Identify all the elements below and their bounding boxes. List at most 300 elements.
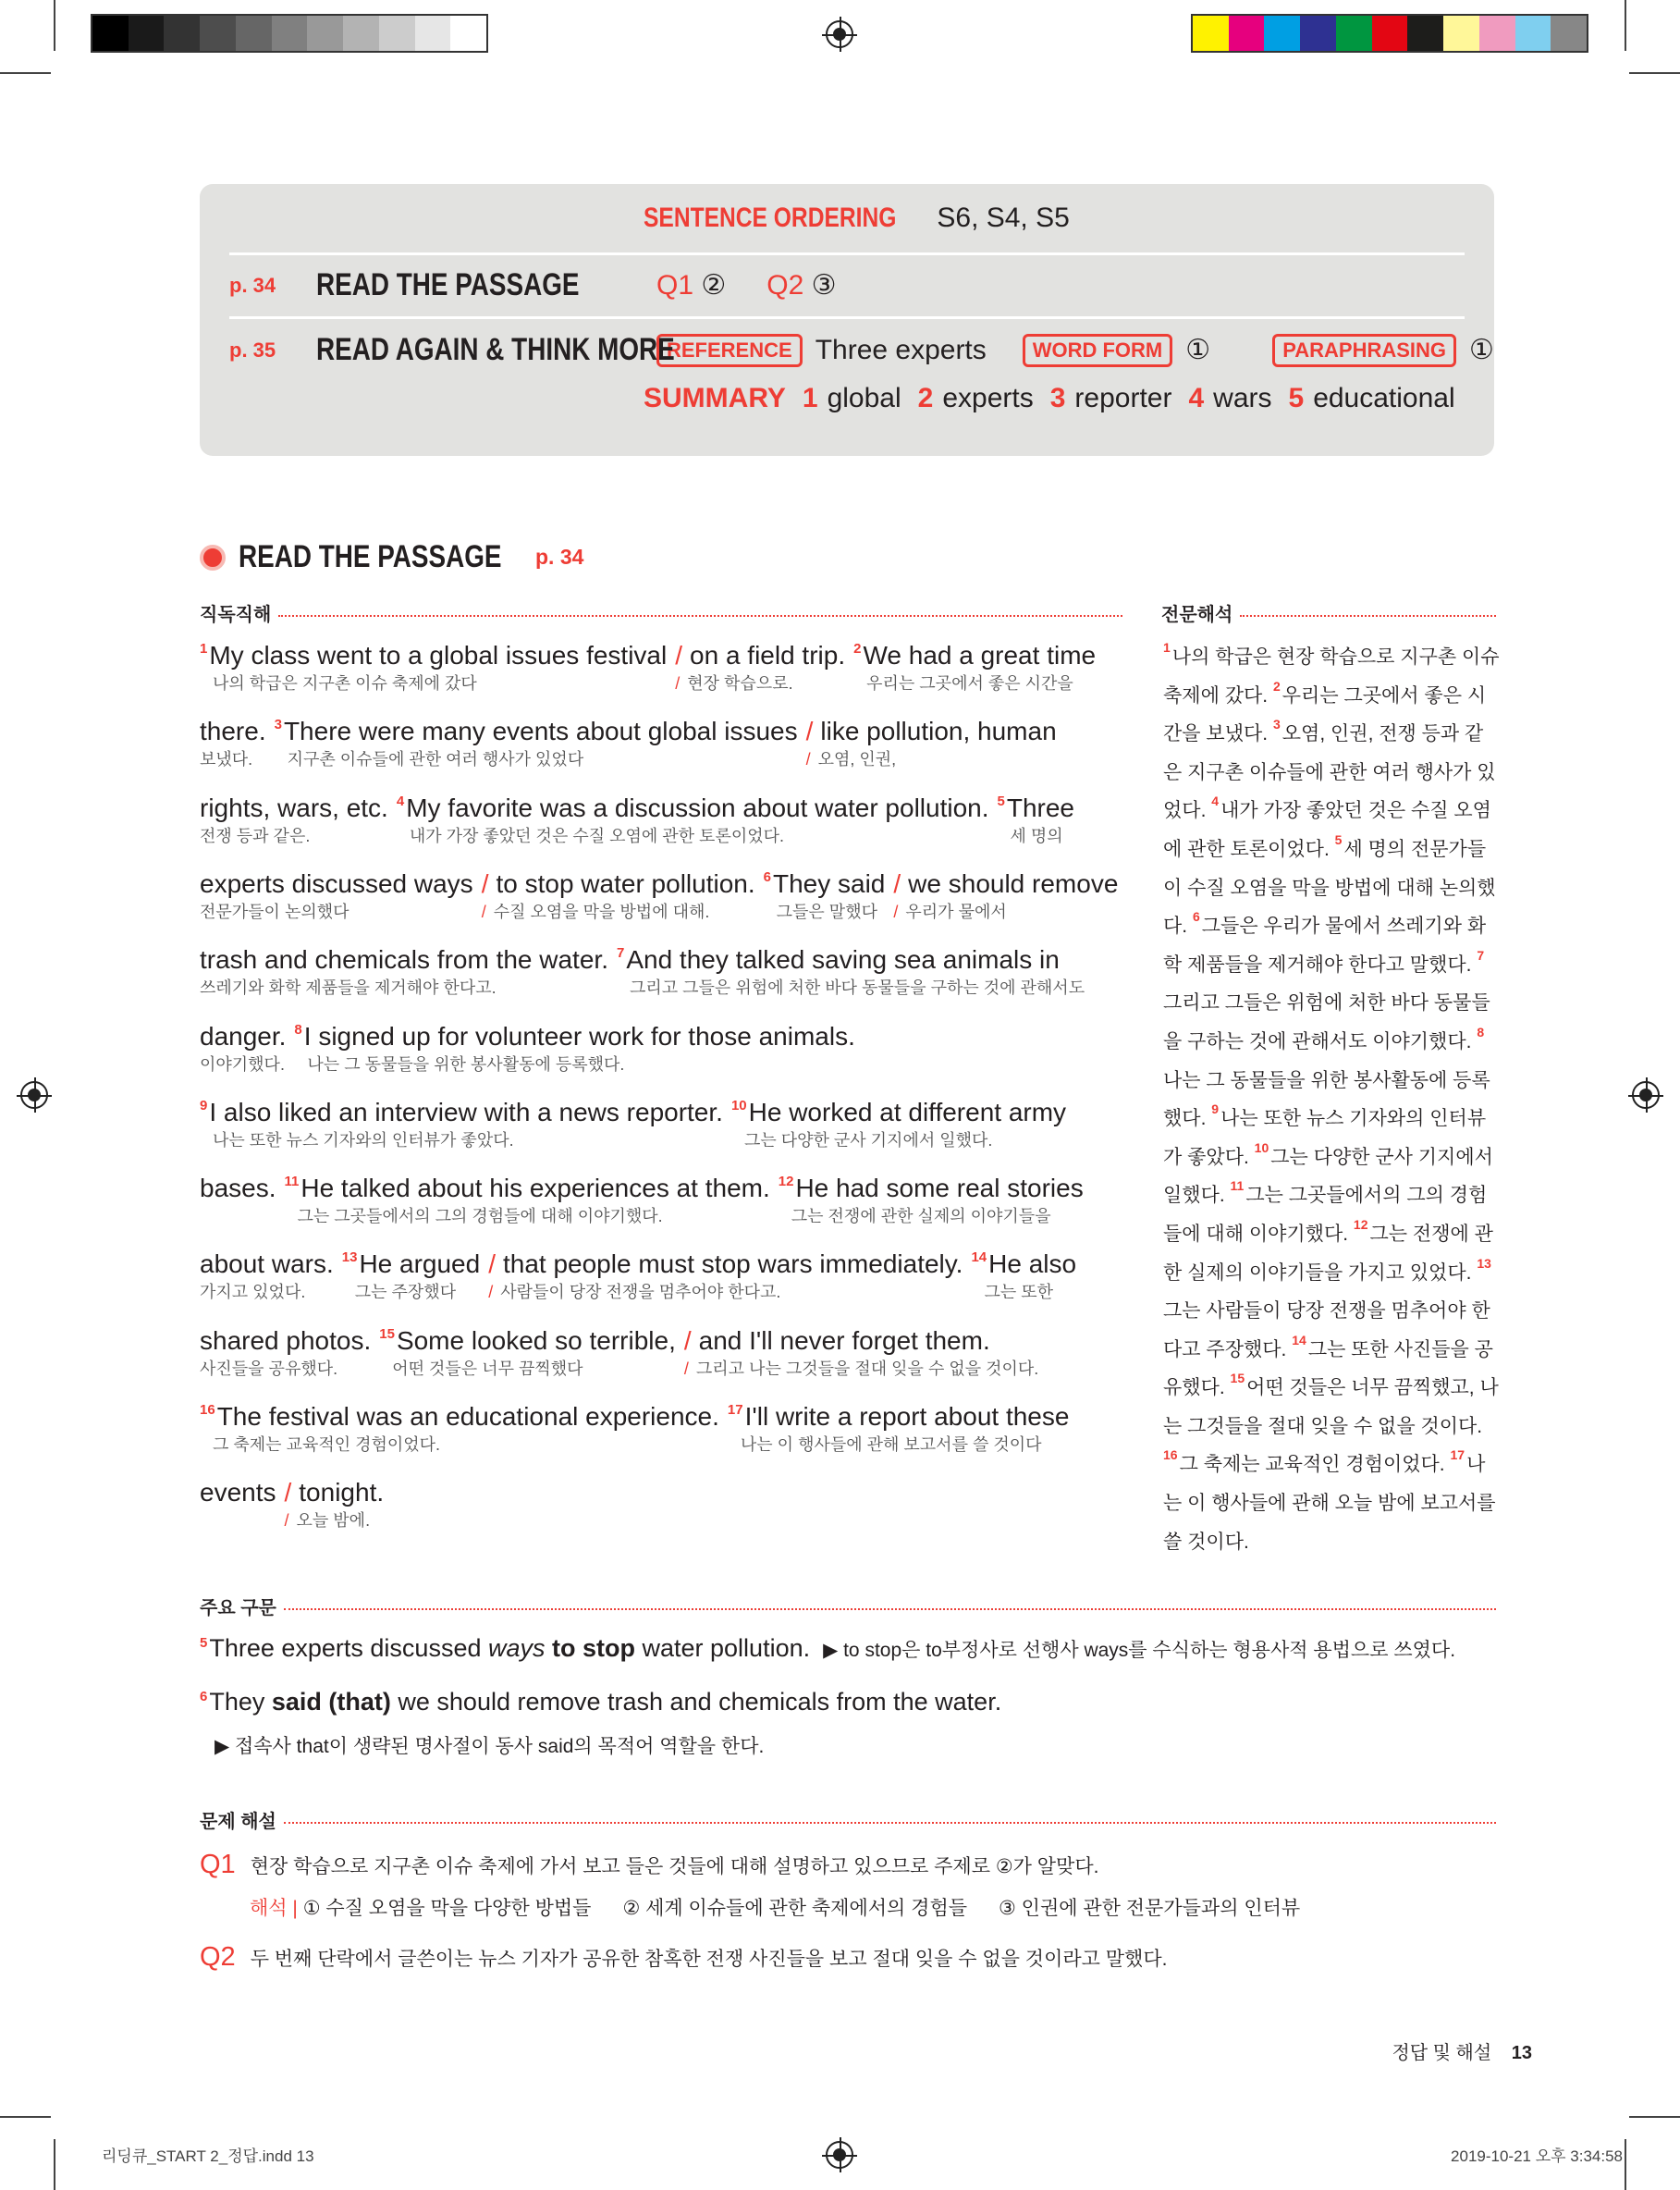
english-text <box>488 1249 963 1280</box>
slash-divider: / <box>488 1249 496 1279</box>
dotted-rule <box>284 1822 1496 1824</box>
crop-mark <box>54 0 55 51</box>
color-swatch <box>1479 16 1515 51</box>
translation-sentence: 어떤 것들은 너무 끔찍했고, 나는 그것들을 절대 잊을 수 없을 것이다. <box>1163 1377 1499 1437</box>
english-text <box>998 793 1075 824</box>
korean-gloss <box>971 1280 1076 1304</box>
passage-segment <box>779 1173 1084 1228</box>
english-text <box>764 868 886 900</box>
english-text <box>200 944 608 976</box>
color-swatch <box>1443 16 1479 51</box>
korean-phrase: 가지고 있었다. <box>200 1283 306 1302</box>
key-phrase-part <box>546 1634 553 1662</box>
registration-mark-icon <box>826 2141 853 2169</box>
q1-label: Q1 <box>200 1850 236 1879</box>
q1-translation <box>250 1893 1300 1921</box>
key-phrase-part: Three experts discussed <box>209 1634 488 1662</box>
crop-mark <box>1629 2116 1680 2118</box>
key-phrases-header <box>200 1593 1496 1619</box>
sentence-number: 15 <box>1230 1371 1245 1386</box>
q2-label: Q2 <box>200 1942 236 1972</box>
page-ref: p. 34 <box>229 273 276 297</box>
english-text <box>200 1021 286 1052</box>
slug-file: 리딩큐_START 2_정답.indd 13 <box>102 2147 314 2165</box>
color-swatch <box>1336 16 1372 51</box>
korean-phrase: 나는 그 동물들을 위한 봉사활동에 등록했다. <box>307 1054 625 1074</box>
crop-mark <box>1625 2139 1626 2190</box>
q2-label: Q2 <box>766 270 804 301</box>
passage-segment <box>971 1249 1076 1304</box>
q1-option: ① 수질 오염을 막을 다양한 방법들 <box>302 1898 592 1919</box>
translation-sentence: 그들은 우리가 물에서 쓰레기와 화학 제품들을 제거해야 한다고 말했다. <box>1163 916 1487 976</box>
summary-item <box>918 383 1034 414</box>
english-text <box>200 1249 334 1280</box>
slash-divider: / <box>488 1283 494 1302</box>
korean-phrase: 그리고 나는 그것들을 절대 잊을 수 없을 것이다. <box>695 1359 1039 1378</box>
english-phrase: on a field trip. <box>690 641 846 670</box>
color-swatch <box>129 16 165 51</box>
summary-word: educational <box>1313 383 1455 413</box>
slash-divider: / <box>481 902 486 921</box>
passage-segment <box>488 1249 963 1304</box>
reference-tag: REFERENCE <box>656 334 803 367</box>
explanations-label: 문제 해설 <box>200 1812 276 1832</box>
slash-divider: / <box>805 750 811 769</box>
sentence-number: 5 <box>1334 831 1343 847</box>
sentence-number: 12 <box>778 1174 794 1190</box>
korean-phrase: 현장 학습으로. <box>687 674 793 693</box>
key-phrases-label: 주요 구문 <box>200 1598 276 1618</box>
korean-phrase: 그는 또한 <box>984 1283 1054 1302</box>
q2-explanation <box>200 1942 1167 1973</box>
sentence-number: 13 <box>341 1249 358 1266</box>
sentence-number: 3 <box>274 717 282 733</box>
english-text <box>200 1325 371 1357</box>
korean-phrase: 수질 오염을 막을 방법에 대해. <box>493 902 710 921</box>
english-phrase: danger. <box>200 1021 287 1051</box>
korean-phrase: 그는 주장했다 <box>354 1283 457 1302</box>
slash-divider: / <box>284 1511 289 1531</box>
korean-phrase: 오늘 밤에. <box>296 1511 371 1531</box>
korean-gloss <box>285 1508 385 1532</box>
page-ref: p. 34 <box>534 545 584 569</box>
english-text <box>971 1249 1076 1280</box>
sentence-number: 4 <box>396 793 405 809</box>
english-text <box>200 1173 276 1204</box>
passage-segment <box>764 868 886 924</box>
english-phrase: I also liked an interview with a news reporter. <box>209 1097 723 1126</box>
slash-divider: / <box>675 674 681 693</box>
translation-sentence: 오염, 인권, 전쟁 등과 같은 지구촌 이슈들에 관한 여러 행사가 있었다. <box>1163 723 1496 822</box>
passage-segment <box>275 716 798 771</box>
sentence-number: 5 <box>200 1635 208 1651</box>
english-phrase: and I'll never forget them. <box>698 1325 990 1355</box>
sentence-number: 16 <box>200 1402 215 1418</box>
passage-line <box>200 716 1065 771</box>
color-swatch <box>450 16 486 51</box>
english-phrase: And they talked saving sea animals in <box>626 945 1060 975</box>
summary-word: global <box>827 383 901 413</box>
full-translation <box>1163 638 1501 1561</box>
sentence-number: 7 <box>616 945 625 962</box>
key-phrase-part: water pollution. <box>635 1634 811 1662</box>
passage-line <box>200 1249 1085 1304</box>
korean-gloss <box>488 1280 963 1304</box>
korean-phrase: 나의 학급은 지구촌 이슈 축제에 갔다 <box>213 674 477 693</box>
korean-phrase: 이야기했다. <box>200 1054 285 1074</box>
color-swatch <box>415 16 451 51</box>
korean-phrase: 우리는 그곳에서 좋은 시간을 <box>866 674 1073 693</box>
passage-segment <box>200 1021 286 1077</box>
slug-date: 2019-10-21 오후 3:34:58 <box>1451 2147 1623 2165</box>
english-text <box>684 1325 1038 1357</box>
crop-mark <box>1629 72 1680 74</box>
korean-phrase: 나는 또한 뉴스 기자와의 인터뷰가 좋았다. <box>213 1130 514 1150</box>
section-title: READ THE PASSAGE <box>239 539 502 574</box>
section-title: READ THE PASSAGE <box>316 267 580 302</box>
english-phrase: about wars. <box>200 1249 334 1279</box>
key-phrase-part: They <box>209 1688 272 1716</box>
passage-segment <box>379 1325 676 1381</box>
korean-gloss <box>482 900 755 924</box>
passage-segment <box>853 640 1096 695</box>
summary-item <box>1050 383 1172 414</box>
q1-explanation <box>200 1850 1098 1880</box>
sentence-number: 8 <box>294 1021 302 1038</box>
korean-gloss <box>379 1357 676 1381</box>
english-text <box>200 1477 276 1508</box>
registration-mark-icon <box>1632 1081 1660 1109</box>
passage-line <box>200 1325 1047 1381</box>
korean-gloss <box>397 824 989 848</box>
sentence-number: 17 <box>1450 1447 1465 1463</box>
sentence-ordering-value: S6, S4, S5 <box>937 203 1070 233</box>
korean-phrase: 오염, 인권, <box>817 750 897 769</box>
page-footer <box>1392 2037 1532 2064</box>
sentence-number: 11 <box>1230 1178 1245 1194</box>
slash-divider: / <box>675 641 683 670</box>
sentence-number: 5 <box>997 793 1005 809</box>
sentence-number: 10 <box>1254 1139 1269 1155</box>
translation-sentence: 나는 그 동물들을 위한 봉사활동에 등록했다. <box>1163 1069 1490 1130</box>
korean-phrase: 사진들을 공유했다. <box>200 1359 338 1378</box>
summary-number: 4 <box>1188 383 1205 413</box>
english-text <box>200 1401 719 1433</box>
english-text <box>200 1097 723 1128</box>
korean-phrase: 세 명의 <box>1010 826 1063 845</box>
passage-segment <box>200 1097 723 1152</box>
gray-color-bar <box>91 14 488 53</box>
key-phrase-part: ways <box>487 1634 546 1662</box>
english-text <box>806 716 1057 747</box>
korean-phrase: 지구촌 이슈들에 관한 여러 행사가 있었다 <box>287 750 584 769</box>
passage-segment <box>200 1477 276 1532</box>
translation-sentence: 그는 다양한 군사 기지에서 일했다. <box>1163 1146 1493 1207</box>
korean-gloss <box>285 1204 770 1228</box>
color-swatch <box>307 16 343 51</box>
cmyk-color-bar <box>1191 14 1588 53</box>
korean-phrase: 그는 그곳들에서의 그의 경험들에 대해 이야기했다. <box>297 1207 663 1226</box>
sentence-number: 11 <box>284 1174 300 1190</box>
crop-mark <box>1625 0 1626 51</box>
korean-gloss <box>200 824 388 848</box>
passage-segment <box>294 1021 854 1077</box>
summary-number: 3 <box>1049 383 1066 413</box>
english-phrase: that people must stop wars immediately. <box>502 1249 963 1279</box>
korean-gloss <box>764 900 886 924</box>
english-text <box>731 1097 1066 1128</box>
translation-sentence: 나는 또한 뉴스 기자와의 인터뷰가 좋았다. <box>1163 1108 1487 1168</box>
color-swatch <box>200 16 236 51</box>
korean-phrase: 그는 전쟁에 관한 실제의 이야기들을 <box>791 1207 1051 1226</box>
color-swatch <box>379 16 415 51</box>
korean-gloss <box>779 1204 1084 1228</box>
sentence-number: 12 <box>1353 1216 1368 1232</box>
korean-phrase: 그리고 그들은 위험에 처한 바다 동물들을 구하는 것에 관해서도 <box>629 978 1085 998</box>
explanations-header <box>200 1806 1496 1833</box>
korean-gloss <box>200 1433 719 1457</box>
sentence-number: 14 <box>971 1249 987 1266</box>
english-phrase: experts discussed ways <box>200 868 473 898</box>
summary-word: experts <box>942 383 1034 413</box>
korean-gloss <box>200 1280 334 1304</box>
sentence-number: 14 <box>1292 1332 1306 1347</box>
color-swatch <box>1515 16 1551 51</box>
slash-divider: / <box>805 717 814 746</box>
korean-phrase: 쓰레기와 화학 제품들을 제거해야 한다고. <box>200 978 497 998</box>
english-phrase: trash and chemicals from the water. <box>200 945 608 975</box>
bullet-dot-icon <box>200 545 226 571</box>
key-phrase-part: said (that) <box>271 1688 391 1716</box>
passage-line <box>200 793 1083 848</box>
english-text <box>285 1173 770 1204</box>
passage-segment <box>285 1477 385 1532</box>
dotted-rule <box>278 615 1122 617</box>
korean-phrase: 사람들이 당장 전쟁을 멈추어야 한다고. <box>500 1283 781 1302</box>
passage-segment <box>200 793 388 848</box>
word-form-tag: WORD FORM <box>1023 334 1173 367</box>
passage-segment <box>617 944 1085 1000</box>
english-text <box>275 716 798 747</box>
passage-segment <box>675 640 845 695</box>
korean-phrase: 어떤 것들은 너무 끔찍했다 <box>392 1359 583 1378</box>
q2-text: 두 번째 단락에서 글쓴이는 뉴스 기자가 공유한 참혹한 전쟁 사진들을 보고 절대 잊을 수 없을 것이라고 말했다. <box>250 1949 1168 1970</box>
korean-gloss <box>998 824 1075 848</box>
key-phrase-note: ▶ 접속사 that이 생략된 명사절이 동사 said의 목적어 역할을 한다. <box>215 1736 765 1757</box>
summary-number: 5 <box>1288 383 1305 413</box>
color-swatch <box>1229 16 1265 51</box>
sentence-number: 1 <box>200 641 208 657</box>
passage-segment <box>998 793 1075 848</box>
sentence-number: 1 <box>1163 640 1171 655</box>
translation-sentence: 그는 또한 사진들을 공유했다. <box>1163 1338 1493 1399</box>
crop-mark <box>0 72 51 74</box>
english-text <box>200 716 266 747</box>
summary-number: 1 <box>802 383 818 413</box>
footer-section: 정답 및 해설 <box>1392 2043 1492 2063</box>
key-phrase-part: we should remove trash and chemicals from the water. <box>390 1688 1002 1716</box>
key-phrase-6 <box>200 1688 1001 1716</box>
word-form-value: ① <box>1185 335 1211 365</box>
korean-gloss <box>342 1280 480 1304</box>
english-phrase: like pollution, human <box>820 717 1057 746</box>
color-swatch <box>164 16 200 51</box>
color-swatch <box>236 16 272 51</box>
korean-phrase: 그들은 말했다 <box>776 902 877 921</box>
summary-row <box>644 383 1455 414</box>
english-text <box>893 868 1118 900</box>
sentence-number: 9 <box>200 1097 208 1113</box>
page-ref: p. 35 <box>229 338 276 362</box>
korean-gloss <box>200 1128 723 1152</box>
passage-segment <box>728 1401 1070 1457</box>
passage-segment <box>200 1401 719 1457</box>
color-swatch <box>1264 16 1300 51</box>
english-phrase: rights, wars, etc. <box>200 793 388 822</box>
korean-gloss <box>853 671 1096 695</box>
translation-sentence: 그리고 그들은 위험에 처한 바다 동물들을 구하는 것에 관해서도 이야기했다. <box>1163 992 1490 1052</box>
english-text <box>294 1021 854 1052</box>
english-text <box>728 1401 1070 1433</box>
summary-item <box>803 383 901 414</box>
q1-answer: ② <box>701 270 727 301</box>
sentence-number: 4 <box>1211 794 1220 809</box>
translation-label: 해석 | <box>250 1898 298 1919</box>
slash-divider: / <box>284 1478 292 1507</box>
paraphrasing-value: ① <box>1469 335 1494 365</box>
passage-line <box>200 1173 1092 1228</box>
english-phrase: we should remove <box>908 868 1119 898</box>
korean-gloss <box>728 1433 1070 1457</box>
passage-segment <box>200 640 667 695</box>
q1-option: ② 세계 이슈들에 관한 축제에서의 경험들 <box>622 1898 968 1919</box>
q2-answer: ③ <box>811 270 837 301</box>
color-swatch <box>1551 16 1587 51</box>
passage-line <box>200 1097 1074 1152</box>
slash-divider: / <box>683 1325 692 1355</box>
section-title: READ AGAIN & THINK MORE <box>316 332 675 367</box>
korean-gloss <box>200 747 266 771</box>
translation-sentence: 그는 사람들이 당장 전쟁을 멈추어야 한다고 주장했다. <box>1163 1300 1490 1360</box>
translation-sentence: 우리는 그곳에서 좋은 시간을 보냈다. <box>1163 684 1487 745</box>
color-swatch <box>1372 16 1408 51</box>
translation-sentence: 내가 가장 좋았던 것은 수질 오염에 관한 토론이었다. <box>1163 800 1491 860</box>
english-text <box>285 1477 385 1508</box>
english-phrase: to stop water pollution. <box>496 868 755 898</box>
sentence-number: 6 <box>200 1689 208 1704</box>
sentence-number: 6 <box>763 868 771 885</box>
korean-gloss <box>294 1052 854 1077</box>
key-phrase-part: to stop <box>552 1634 635 1662</box>
english-text <box>200 793 388 824</box>
page-number: 13 <box>1511 2043 1532 2063</box>
sentence-number: 3 <box>1272 717 1281 732</box>
english-phrase: My favorite was a discussion about water pollution. <box>406 793 989 822</box>
english-phrase: He worked at different army <box>748 1097 1067 1126</box>
english-phrase: There were many events about global issues <box>283 717 798 746</box>
color-swatch <box>1407 16 1443 51</box>
english-text <box>482 868 755 900</box>
direct-translation-label: 직독직해 <box>200 605 272 625</box>
section-heading <box>200 539 583 575</box>
registration-mark-icon <box>826 20 853 48</box>
english-text <box>853 640 1096 671</box>
english-text <box>379 1325 676 1357</box>
english-phrase: My class went to a global issues festival <box>209 641 668 670</box>
korean-phrase: 나는 이 행사들에 관해 보고서를 쓸 것이다 <box>740 1435 1042 1454</box>
key-phrase-note: ▶ to stop은 to부정사로 선행사 ways를 수식하는 형용사적 용법으로 쓰였다. <box>823 1640 1456 1661</box>
korean-gloss <box>200 671 667 695</box>
crop-mark <box>54 2139 55 2190</box>
korean-phrase: 보냈다. <box>200 750 253 769</box>
q1-text: 현장 학습으로 지구촌 이슈 축제에 가서 보고 들은 것들에 대해 설명하고 있으므로 주제로 ②가 알맞다. <box>250 1856 1099 1877</box>
passage-segment <box>200 1325 371 1381</box>
passage-segment <box>684 1325 1038 1381</box>
full-translation-header <box>1161 599 1496 626</box>
summary-number: 2 <box>917 383 934 413</box>
english-phrase: bases. <box>200 1174 276 1203</box>
korean-gloss <box>893 900 1118 924</box>
summary-label: SUMMARY <box>644 383 786 413</box>
direct-translation-header <box>200 599 1122 626</box>
english-phrase: The festival was an educational experience. <box>216 1402 719 1431</box>
english-text <box>675 640 845 671</box>
sentence-number: 13 <box>1477 1255 1491 1271</box>
color-swatch <box>343 16 379 51</box>
passage-segment <box>806 716 1057 771</box>
summary-word: reporter <box>1074 383 1172 413</box>
translation-sentence: 나의 학급은 현장 학습으로 지구촌 이슈 축제에 갔다. <box>1163 646 1500 707</box>
english-phrase: He argued <box>359 1249 481 1279</box>
sentence-number: 16 <box>1163 1447 1178 1463</box>
korean-gloss <box>275 747 798 771</box>
dotted-rule <box>284 1608 1496 1610</box>
sentence-number: 9 <box>1211 1101 1220 1117</box>
answer-summary-box <box>200 184 1494 456</box>
color-swatch <box>1300 16 1336 51</box>
slash-divider: / <box>893 902 899 921</box>
english-phrase: shared photos. <box>200 1325 372 1355</box>
korean-gloss <box>675 671 845 695</box>
key-phrase-5 <box>200 1634 1455 1663</box>
passage-segment <box>893 868 1118 924</box>
english-phrase: tonight. <box>299 1478 385 1507</box>
sentence-number: 2 <box>1272 678 1281 694</box>
english-phrase: We had a great time <box>863 641 1097 670</box>
sentence-number: 17 <box>727 1402 743 1418</box>
passage-segment <box>200 868 473 924</box>
translation-sentence: 그는 전쟁에 관한 실제의 이야기들을 가지고 있었다. <box>1163 1223 1493 1284</box>
korean-gloss <box>200 976 608 1000</box>
slash-divider: / <box>893 868 901 898</box>
sentence-number: 8 <box>1477 1024 1485 1040</box>
english-phrase: Three <box>1006 793 1075 822</box>
registration-mark-icon <box>20 1081 48 1109</box>
slash-divider: / <box>683 1359 689 1378</box>
passage-line <box>200 640 1104 695</box>
korean-phrase: 전쟁 등과 같은. <box>200 826 311 845</box>
passage-segment <box>200 944 608 1000</box>
english-phrase: Some looked so terrible, <box>396 1325 676 1355</box>
translation-sentence: 그는 그곳들에서의 그의 경험들에 대해 이야기했다. <box>1163 1185 1488 1245</box>
divider <box>229 316 1465 319</box>
reference-value: Three experts <box>815 334 987 365</box>
color-swatch <box>1193 16 1229 51</box>
english-phrase: there. <box>200 717 266 746</box>
sentence-number: 15 <box>379 1325 395 1342</box>
translation-sentence: 세 명의 전문가들이 수질 오염을 막을 방법에 대해 논의했다. <box>1163 838 1496 938</box>
korean-gloss <box>806 747 1057 771</box>
